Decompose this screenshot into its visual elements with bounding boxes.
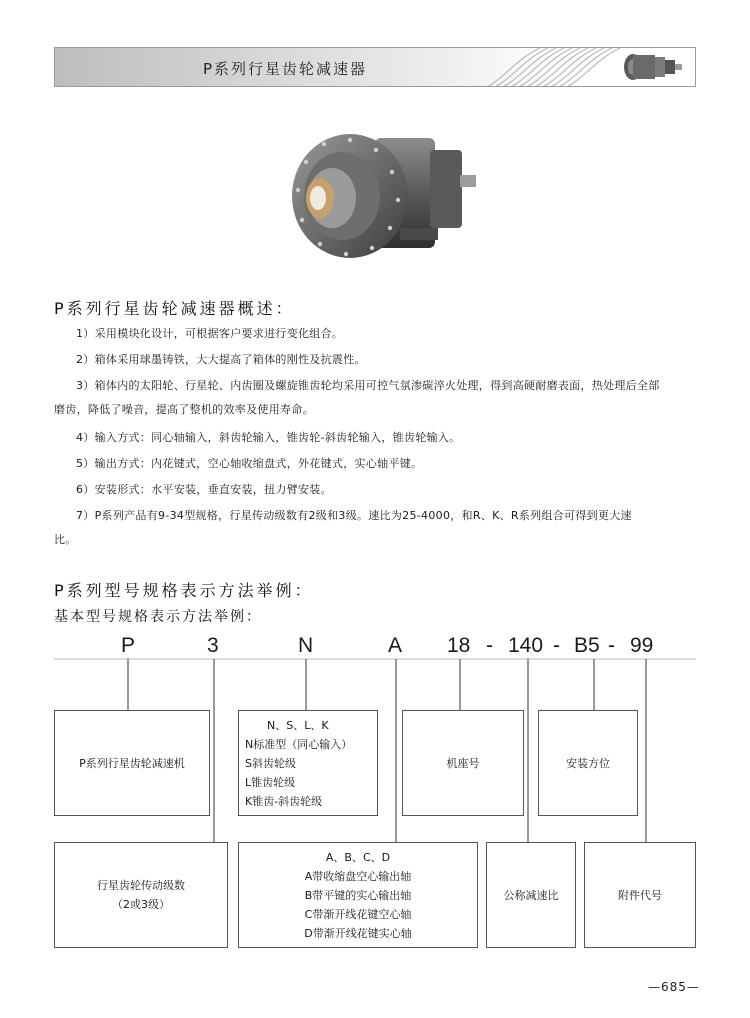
overview-item-continuation: 磨齿，降低了噪音，提高了整机的效率及使用寿命。 (54, 403, 314, 416)
box-output-line: A带收缩盘空心输出轴 (304, 869, 412, 883)
overview-item-text: 5）输出方式：内花键式，空心轴收缩盘式，外花键式，实心轴平键。 (76, 457, 423, 470)
page-number: —685— (648, 980, 700, 994)
box-output-line: A、B、C、D (325, 850, 391, 864)
box-accessory (584, 842, 696, 948)
box-mounting-label: 安装方位 (566, 756, 610, 770)
code-output: A (388, 634, 403, 657)
overview-item-text: 7）P系列产品有9-34型规格，行星传动级数有2级和3级。速比为25-4000，和R、K、R系列组合可得到更大速 (76, 509, 632, 522)
box-accessory-label: 附件代号 (618, 888, 662, 902)
box-stages-line: （2或3级） (112, 898, 170, 911)
box-type-line: N标准型（同心输入） (245, 737, 353, 751)
box-series (54, 710, 210, 816)
box-ratio (486, 842, 576, 948)
banner-title: P系列行星齿轮减速器 (203, 60, 368, 78)
code-dash-2: - (553, 634, 560, 657)
overview-item-text: 3）箱体内的太阳轮、行星轮、内齿圈及螺旋锥齿轮均采用可控气氛渗碳淬火处理，得到高硬耐磨表面，热处理后全部 (76, 379, 660, 392)
box-stages (54, 842, 228, 948)
box-type-line: S斜齿轮级 (245, 756, 296, 770)
box-type-options (238, 710, 378, 816)
overview-item-text: 4）输入方式：同心轴输入，斜齿轮输入，锥齿轮-斜齿轮输入，锥齿轮输入。 (76, 431, 461, 444)
box-output-line: D带渐开线花键实心轴 (304, 926, 412, 940)
overview-item-continuation: 比。 (54, 533, 77, 546)
box-output-line: C带渐开线花键空心轴 (304, 907, 412, 921)
overview-item-text: 6）安装形式：水平安装，垂直安装，扭力臂安装。 (76, 483, 332, 496)
code-stage: 3 (207, 634, 219, 657)
code-mount: B5 (574, 634, 600, 657)
code-type: N (298, 634, 314, 657)
model-sub-heading: 基本型号规格表示方法举例： (54, 609, 262, 625)
box-mounting (538, 710, 638, 816)
box-type-line: K锥齿-斜齿轮级 (245, 794, 323, 808)
model-heading: P系列型号规格表示方法举例： (54, 581, 314, 600)
box-series-label: P系列行星齿轮减速机 (79, 756, 185, 770)
code-p: P (121, 634, 136, 657)
box-output-line: B带平键的实心输出轴 (304, 888, 412, 902)
code-dash-3: - (608, 634, 615, 657)
box-ratio-label: 公称减速比 (503, 888, 559, 902)
overview-item-text: 2）箱体采用球墨铸铁，大大提高了箱体的刚性及抗震性。 (76, 353, 366, 366)
box-output-options (238, 842, 478, 948)
code-accessory: 99 (630, 634, 654, 657)
box-frame-label: 机座号 (446, 756, 480, 770)
box-stages-line: 行星齿轮传动级数 (97, 879, 185, 892)
code-dash-1: - (486, 634, 493, 657)
code-ratio: 140 (508, 634, 544, 657)
box-type-line: L锥齿轮级 (245, 775, 296, 789)
code-size: 18 (447, 634, 471, 657)
overview-heading: P系列行星齿轮减速器概述： (54, 299, 295, 318)
overview-item-text: 1）采用模块化设计，可根据客户要求进行变化组合。 (76, 327, 344, 340)
box-type-line: N、S、L、K (267, 718, 329, 732)
box-frame (402, 710, 524, 816)
